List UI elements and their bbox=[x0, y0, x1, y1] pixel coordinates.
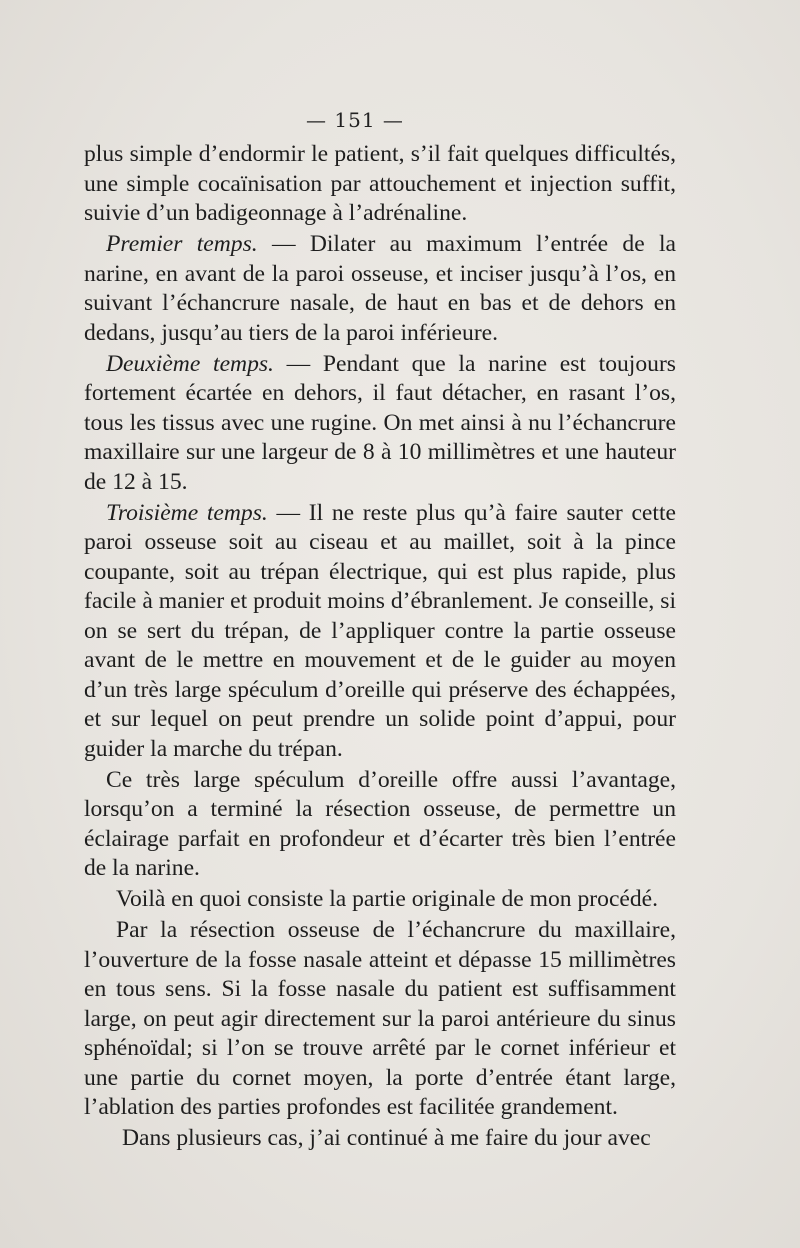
paragraph-2-lead: Premier temps. bbox=[106, 231, 258, 257]
paragraph-4-body: — Il ne reste plus qu’à faire sauter cette paroi osseuse soit au ciseau et au maillet, soit à la pince coupante, soit au trépan électrique, qui est plus rapide, plus facile à manier et produit moins d’ébranlement. Je conseille, si on se sert du trépan, de l’appliquer contre la partie osseuse avant de le mettre en mouvement et de le guider au moyen d’un très large spéculum d’oreille qui préserve des échappées, et sur lequel on peut prendre un solide point d’appui, pour guider la marche du trépan. bbox=[84, 499, 676, 762]
paragraph-1 bbox=[84, 140, 676, 229]
paragraph-speculum bbox=[84, 766, 676, 884]
paragraph-troisieme-temps bbox=[84, 499, 676, 765]
page-number: — 151 — bbox=[306, 108, 404, 132]
paragraph-3-body: — Pendant que la narine est toujours fortement écartée en dehors, il faut détacher, en rasant l’os, tous les tissus avec une rugine. On met ainsi à nu l’échancrure maxillaire sur une largeur de 8 à 10 millimètres et une hauteur de 12 à 15. bbox=[84, 350, 676, 495]
paragraph-premier-temps bbox=[84, 230, 676, 348]
paragraph-voila bbox=[84, 885, 676, 915]
paragraph-7-body: Par la résection osseuse de l’échancrure du maxillaire, l’ouverture de la fosse nasale atteint et dépasse 15 millimètres en tous sens. Si la fosse nasale du patient est suffisamment large, on peut agir directement sur la paroi antérieure du sinus sphénoïdal; si l’on se trouve arrêté par le cornet inférieur et une partie du cornet moyen, la porte d’entrée étant large, l’ablation des parties profondes est facilitée grandement. bbox=[84, 917, 676, 1120]
paragraph-deuxieme-temps bbox=[84, 350, 676, 498]
paragraph-plusieurs-cas bbox=[84, 1124, 676, 1154]
paragraph-4-lead: Troisième temps. bbox=[106, 499, 268, 526]
paragraph-5-body: Ce très large spéculum d’oreille offre aussi l’avantage, lorsqu’on a terminé la résection osseuse, de permettre un éclairage parfait en profondeur et d’écarter très bien l’entrée de la narine. bbox=[84, 766, 676, 881]
paragraph-3-lead: Deuxième temps. bbox=[106, 350, 274, 377]
body-text bbox=[84, 140, 676, 1155]
paragraph-2-body: — Dilater au maximum l’entrée de la narine, en avant de la paroi osseuse, et inciser jusqu’à l’os, en suivant l’échancrure nasale, de haut en bas et de dehors en dedans, jusqu’au tiers de la paroi inférieure. bbox=[84, 231, 677, 346]
paragraph-8-body: Dans plusieurs cas, j’ai continué à me faire du jour avec bbox=[122, 1125, 651, 1151]
paragraph-6-body: Voilà en quoi consiste la partie originale de mon procédé. bbox=[116, 886, 659, 912]
paragraph-1-body: plus simple d’endormir le patient, s’il fait quelques difficultés, une simple cocaïnisation par attouchement et injection suffit, suivie d’un badigeonnage à l’adrénaline. bbox=[84, 141, 676, 226]
paragraph-resection bbox=[84, 916, 676, 1123]
